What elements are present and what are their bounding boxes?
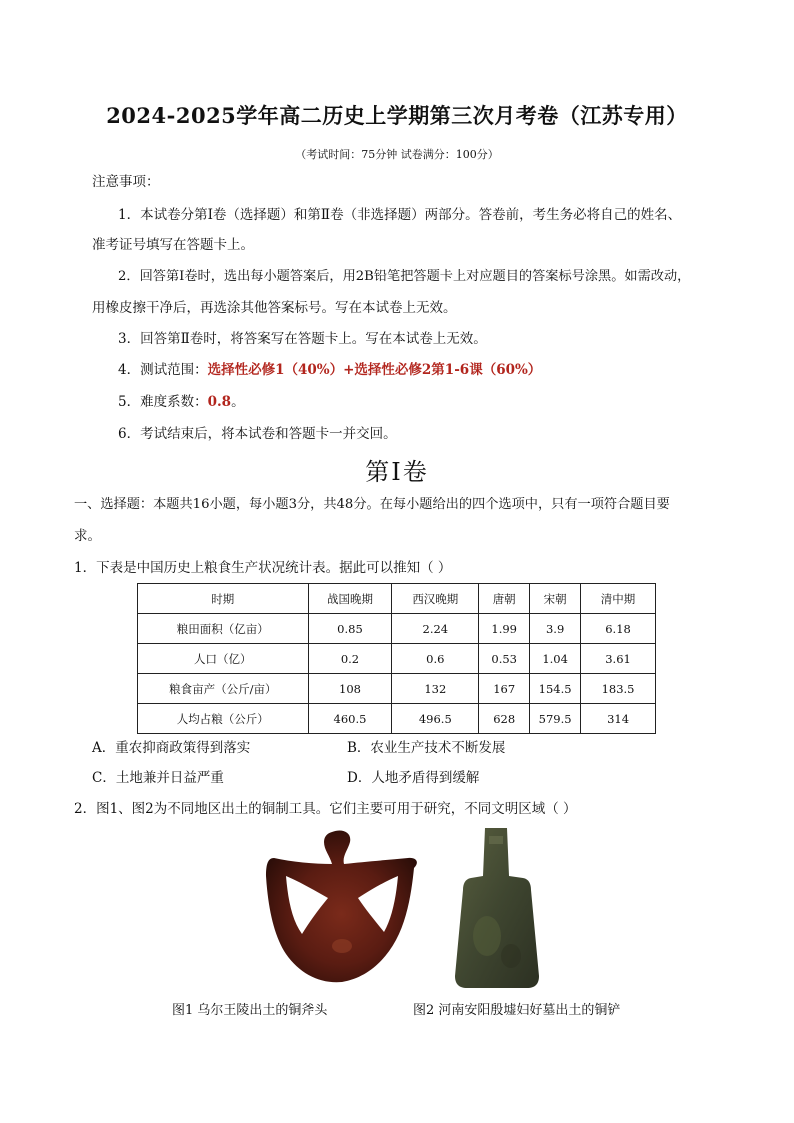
table-cell: 579.5	[530, 704, 581, 734]
table-header-cell: 时期	[138, 584, 309, 614]
table-cell: 6.18	[581, 614, 656, 644]
table-header-cell: 战国晚期	[308, 584, 392, 614]
copper-axe-head-image	[262, 828, 424, 986]
table-cell: 0.53	[479, 644, 530, 674]
table-cell: 496.5	[392, 704, 479, 734]
note-5-difficulty: 0.8	[207, 394, 232, 410]
question-1-option-d: D．人地矛盾得到缓解	[347, 770, 480, 786]
table-row	[138, 644, 656, 674]
note-5	[118, 392, 245, 412]
grain-statistics-table	[137, 583, 656, 734]
notes-heading: 注意事项：	[92, 174, 160, 190]
note-5-suffix: 。	[231, 394, 245, 410]
note-3: 3．回答第Ⅱ卷时，将答案写在答题卡上。写在本试卷上无效。	[118, 331, 487, 347]
note-4	[118, 360, 541, 380]
copper-spade-image	[449, 826, 545, 992]
table-row	[138, 704, 656, 734]
note-1-line-1: 1．本试卷分第Ⅰ卷（选择题）和第Ⅱ卷（非选择题）两部分。答卷前，考生务必将自己的姓名、	[118, 207, 682, 223]
table-cell: 人均占粮（公斤）	[138, 704, 309, 734]
note-4-prefix: 4．测试范围：	[118, 362, 208, 378]
figure-1-caption: 图1 乌尔王陵出土的铜斧头	[172, 1003, 328, 1018]
table-row	[138, 614, 656, 644]
note-6: 6．考试结束后，将本试卷和答题卡一并交回。	[118, 426, 397, 442]
table-header-cell: 宋朝	[530, 584, 581, 614]
question-1-option-b: B．农业生产技术不断发展	[347, 740, 506, 756]
table-cell: 154.5	[530, 674, 581, 704]
question-1-option-c: C．土地兼并日益严重	[92, 770, 224, 786]
table-cell: 132	[392, 674, 479, 704]
table-header-cell: 唐朝	[479, 584, 530, 614]
table-cell: 460.5	[308, 704, 392, 734]
table-cell: 0.6	[392, 644, 479, 674]
table-header-cell: 西汉晚期	[392, 584, 479, 614]
question-1-stem: 1．下表是中国历史上粮食生产状况统计表。据此可以推知（ ）	[74, 560, 452, 576]
table-cell: 粮田面积（亿亩）	[138, 614, 309, 644]
table-header-cell: 清中期	[581, 584, 656, 614]
table-cell: 人口（亿）	[138, 644, 309, 674]
question-1-option-a: A．重农抑商政策得到落实	[92, 740, 251, 756]
note-1-line-2: 准考证号填写在答题卡上。	[92, 237, 254, 253]
note-2-line-1: 2．回答第Ⅰ卷时，选出每小题答案后，用2B铅笔把答题卡上对应题目的答案标号涂黑。如需改动，	[118, 269, 691, 284]
table-cell: 2.24	[392, 614, 479, 644]
table-cell: 3.61	[581, 644, 656, 674]
note-2-line-2: 用橡皮擦干净后，再选涂其他答案标号。写在本试卷上无效。	[92, 300, 457, 316]
table-cell: 0.85	[308, 614, 392, 644]
table-cell: 1.04	[530, 644, 581, 674]
table-cell: 108	[308, 674, 392, 704]
exam-title: 2024-2025学年高二历史上学期第三次月考卷（江苏专用）	[106, 103, 688, 128]
table-cell: 0.2	[308, 644, 392, 674]
note-5-prefix: 5．难度系数：	[118, 394, 208, 410]
instructions-line-2: 求。	[74, 528, 101, 544]
table-cell: 3.9	[530, 614, 581, 644]
table-cell: 167	[479, 674, 530, 704]
table-row	[138, 674, 656, 704]
table-cell: 183.5	[581, 674, 656, 704]
table-cell: 粮食亩产（公斤/亩）	[138, 674, 309, 704]
table-cell: 1.99	[479, 614, 530, 644]
table-cell: 314	[581, 704, 656, 734]
table-cell: 628	[479, 704, 530, 734]
instructions-line-1: 一、选择题：本题共16小题，每小题3分，共48分。在每小题给出的四个选项中，只有一项符合题目要	[74, 497, 670, 512]
table-header-row	[138, 584, 656, 614]
exam-subtitle: （考试时间：75分钟 试卷满分：100分）	[295, 148, 499, 161]
note-4-scope: 选择性必修1（40%）+选择性必修2第1-6课（60%）	[207, 362, 542, 378]
figure-2-caption: 图2 河南安阳殷墟妇好墓出土的铜铲	[413, 1003, 621, 1018]
section-title: 第Ⅰ卷	[365, 458, 429, 486]
question-2-stem: 2．图1、图2为不同地区出土的铜制工具。它们主要可用于研究，不同文明区域（ ）	[74, 801, 577, 817]
